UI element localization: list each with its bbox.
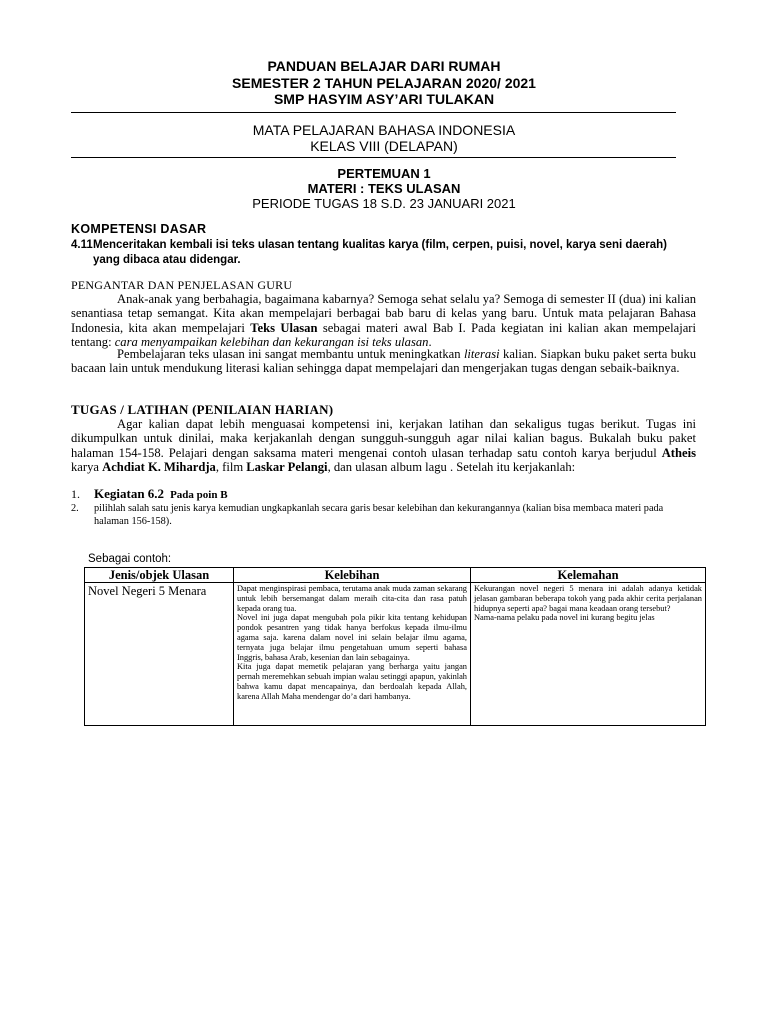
header-divider: [71, 112, 676, 113]
subject-title: MATA PELAJARAN BAHASA INDONESIA: [252, 122, 516, 138]
meeting-block: [0, 166, 768, 211]
kompetensi-title: KOMPETENSI DASAR: [71, 222, 207, 236]
meeting-label: PERTEMUAN 1: [337, 166, 431, 181]
kompetensi-item: [71, 238, 691, 268]
list-item: 1. Kegiatan 6.2 Pada poin B: [71, 486, 228, 501]
header-school: SMP HASYIM ASY’ARI TULAKAN: [273, 91, 495, 107]
example-label: Sebagai contoh:: [88, 553, 172, 565]
document-header: [0, 58, 768, 108]
material-label: MATERI : TEKS ULASAN: [307, 181, 461, 196]
table-header-cell: Jenis/objek Ulasan: [85, 568, 234, 583]
example-table: [84, 567, 706, 726]
period-label: PERIODE TUGAS 18 S.D. 23 JANUARI 2021: [252, 196, 516, 211]
class-label: KELAS VIII (DELAPAN): [310, 138, 458, 154]
subject-divider: [71, 157, 676, 158]
table-cell-kelebihan: Dapat menginspirasi pembaca, terutama anak muda zaman sekarang untuk lebih bersemangat dalam meraih cita-cita dan rasa patuh kepada orang tua. Novel ini juga dapat mengubah pola pikir kita tentang kehidupan pondok pesantren yang tidak hanya berfokus kepada ilmu-ilmu agama saja. karena dalam novel ini selain belajar ilmu agama, ternyata juga belajar ilmu pengetahuan umum seperti bahasa Inggris, bahasa Arab, kesenian dan lain sebagainya. Kita juga dapat memetik pelajaran yang berharga yaitu jangan pernah meremehkan sebuah impian walau setinggi apapun, yakinlah bahwa kamu dapat mencapainya, dan berdoalah kepada Allah, karena Allah Maha mendengar do’a dari hambanya.: [234, 583, 471, 726]
pengantar-title: PENGANTAR DAN PENJELASAN GURU: [71, 278, 293, 292]
subject-block: [0, 122, 768, 154]
table-row: [85, 583, 706, 726]
table-header-row: [85, 568, 706, 583]
tugas-title: TUGAS / LATIHAN (PENILAIAN HARIAN): [71, 402, 334, 417]
header-semester: SEMESTER 2 TAHUN PELAJARAN 2020/ 2021: [232, 74, 536, 91]
list-item: 2. pilihlah salah satu jenis karya kemudian ungkapkanlah secara garis besar kelebihan dan kekurangannya (kalian bisa membaca materi pada halaman 156-158).: [71, 503, 664, 527]
pengantar-paragraph-1: Anak-anak yang berbahagia, bagaimana kabarnya? Semoga sehat selalu ya? Semoga di semester II (dua) ini kalian senantiasa tetap semangat. Kita akan mempelajari berbagai bab baru di kelas yang baru. Untuk mata pelajaran Bahasa Indonesia, kita akan mempelajari Teks Ulasan sebagai materi awal Bab I. Pada kegiatan ini kalian akan mempelajari tentang: cara menyampaikan kelebihan dan kekurangan isi teks ulasan.: [71, 292, 696, 349]
kompetensi-text: Menceritakan kembali isi teks ulasan tentang kualitas karya (film, cerpen, puisi, novel, karya seni daerah) yang dibaca atau didengar.: [93, 239, 667, 266]
table-header-cell: Kelebihan: [234, 568, 471, 583]
table-header-cell: Kelemahan: [471, 568, 706, 583]
tugas-list: [71, 487, 696, 528]
pengantar-paragraph-2: Pembelajaran teks ulasan ini sangat membantu untuk meningkatkan literasi kalian. Siapkan buku paket serta buku bacaan lain untuk mendukung literasi kalian sehingga dapat mempelajari dan mengerjakan tugas dengan sebaik-baiknya.: [71, 347, 696, 376]
header-title: PANDUAN BELAJAR DARI RUMAH: [267, 58, 501, 74]
table-cell-kelemahan: Kekurangan novel negeri 5 menara ini adalah adanya ketidak jelasan gambaran beberapa tokoh yang pada akhir cerita perjalanan hidupnya seperti apa? bagai mana keadaan orang tersebut? Nama-nama pelaku pada novel ini kurang begitu jelas: [471, 583, 706, 726]
kompetensi-number: 4.11: [71, 239, 93, 251]
tugas-paragraph: Agar kalian dapat lebih menguasai kompetensi ini, kerjakan latihan dan sekaligus tugas berikut. Tugas ini dikumpulkan untuk dinilai, maka kerjakanlah dengan sungguh-sungguh agar nilai kalian bagus. Bukalah buku paket halaman 154-158. Pelajari dengan saksama materi mengenai contoh ulasan terhadap satu contoh karya berjudul Atheis karya Achdiat K. Mihardja, film Laskar Pelangi, dan ulasan album lagu . Setelah itu kerjakanlah:: [71, 417, 696, 474]
table-cell-jenis: Novel Negeri 5 Menara: [85, 583, 234, 726]
